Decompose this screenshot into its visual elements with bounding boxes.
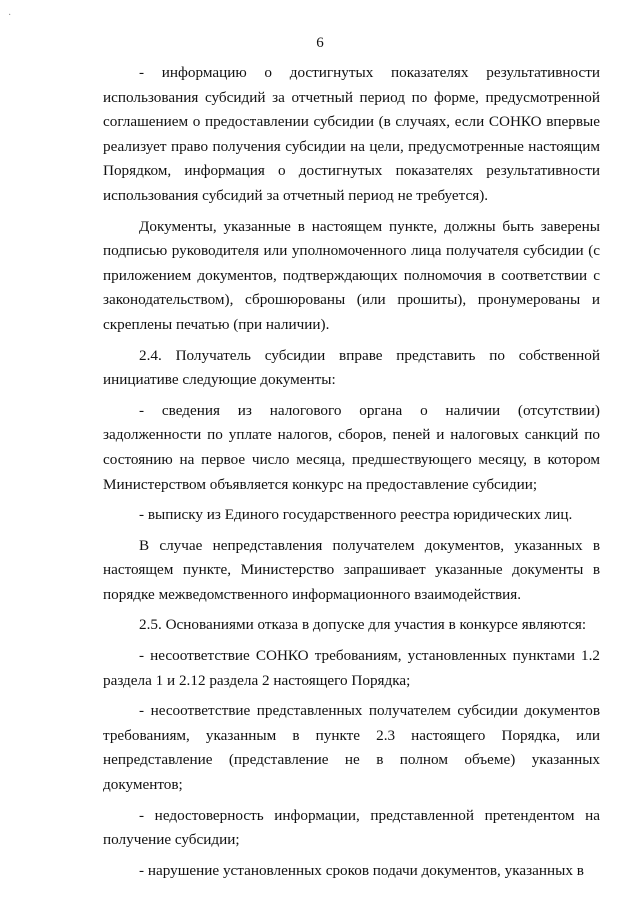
page-number: 6 <box>316 35 324 51</box>
paragraph-section-2-5: 2.5. Основаниями отказа в допуске для участия в конкурсе являются: <box>139 616 587 634</box>
paragraph-documents-certification: Документы, указанные в настоящем пункте, должны быть заверены подписью руководителя или уполномоченного лица получателя субсидии (с приложением документов, подтверждающих полномочия в соответствии с законодательством), сброшюрованы (или прошиты), пронумерованы и скреплены печатью (при наличии). <box>103 217 600 333</box>
paragraph-unreliable-info: - недостоверность информации, представленной претендентом на получение субсидии; <box>103 806 600 849</box>
paragraph-deadline-violation: - нарушение установленных сроков подачи документов, указанных в <box>139 861 584 879</box>
paragraph-documents-mismatch: - несоответствие представленных получателем субсидии документов требованиям, указанным в пункте 2.3 настоящего Порядка, или непредставление (представление не в полном объеме) указанных документов; <box>103 702 600 794</box>
document-body <box>103 61 600 883</box>
paragraph-requirements-mismatch: - несоответствие СОНКО требованиям, установленных пунктами 1.2 раздела 1 и 2.12 раздела 2 настоящего Порядка; <box>103 647 600 689</box>
paragraph-interagency-request: В случае непредставления получателем документов, указанных в настоящем пункте, Министерство запрашивает указанные документы в порядке межведомственного информационного взаимодействия. <box>103 536 600 603</box>
paragraph-registry-extract: - выписку из Единого государственного реестра юридических лиц. <box>139 506 573 524</box>
paragraph-tax-info: - сведения из налогового органа о наличии (отсутствии) задолженности по уплате налогов, сборов, пеней и налоговых санкций по состоянию на первое число месяца, предшествующего месяцу, в котором Министерством объявляется конкурс на предоставление субсидии; <box>103 401 600 493</box>
paragraph-performance-info: - информацию о достигнутых показателях результативности использования субсидий за отчетный период по форме, предусмотренной соглашением о предоставлении субсидии (в случаях, если СОНКО впервые реализует право получения субсидии на цели, предусмотренные настоящим Порядком, информация о достигнутых показателях результативности использования субсидий за отчетный период не требуется). <box>103 64 600 204</box>
scan-mark: · <box>8 10 12 21</box>
paragraph-section-2-4: 2.4. Получатель субсидии вправе представить по собственной инициативе следующие документы: <box>103 346 600 389</box>
